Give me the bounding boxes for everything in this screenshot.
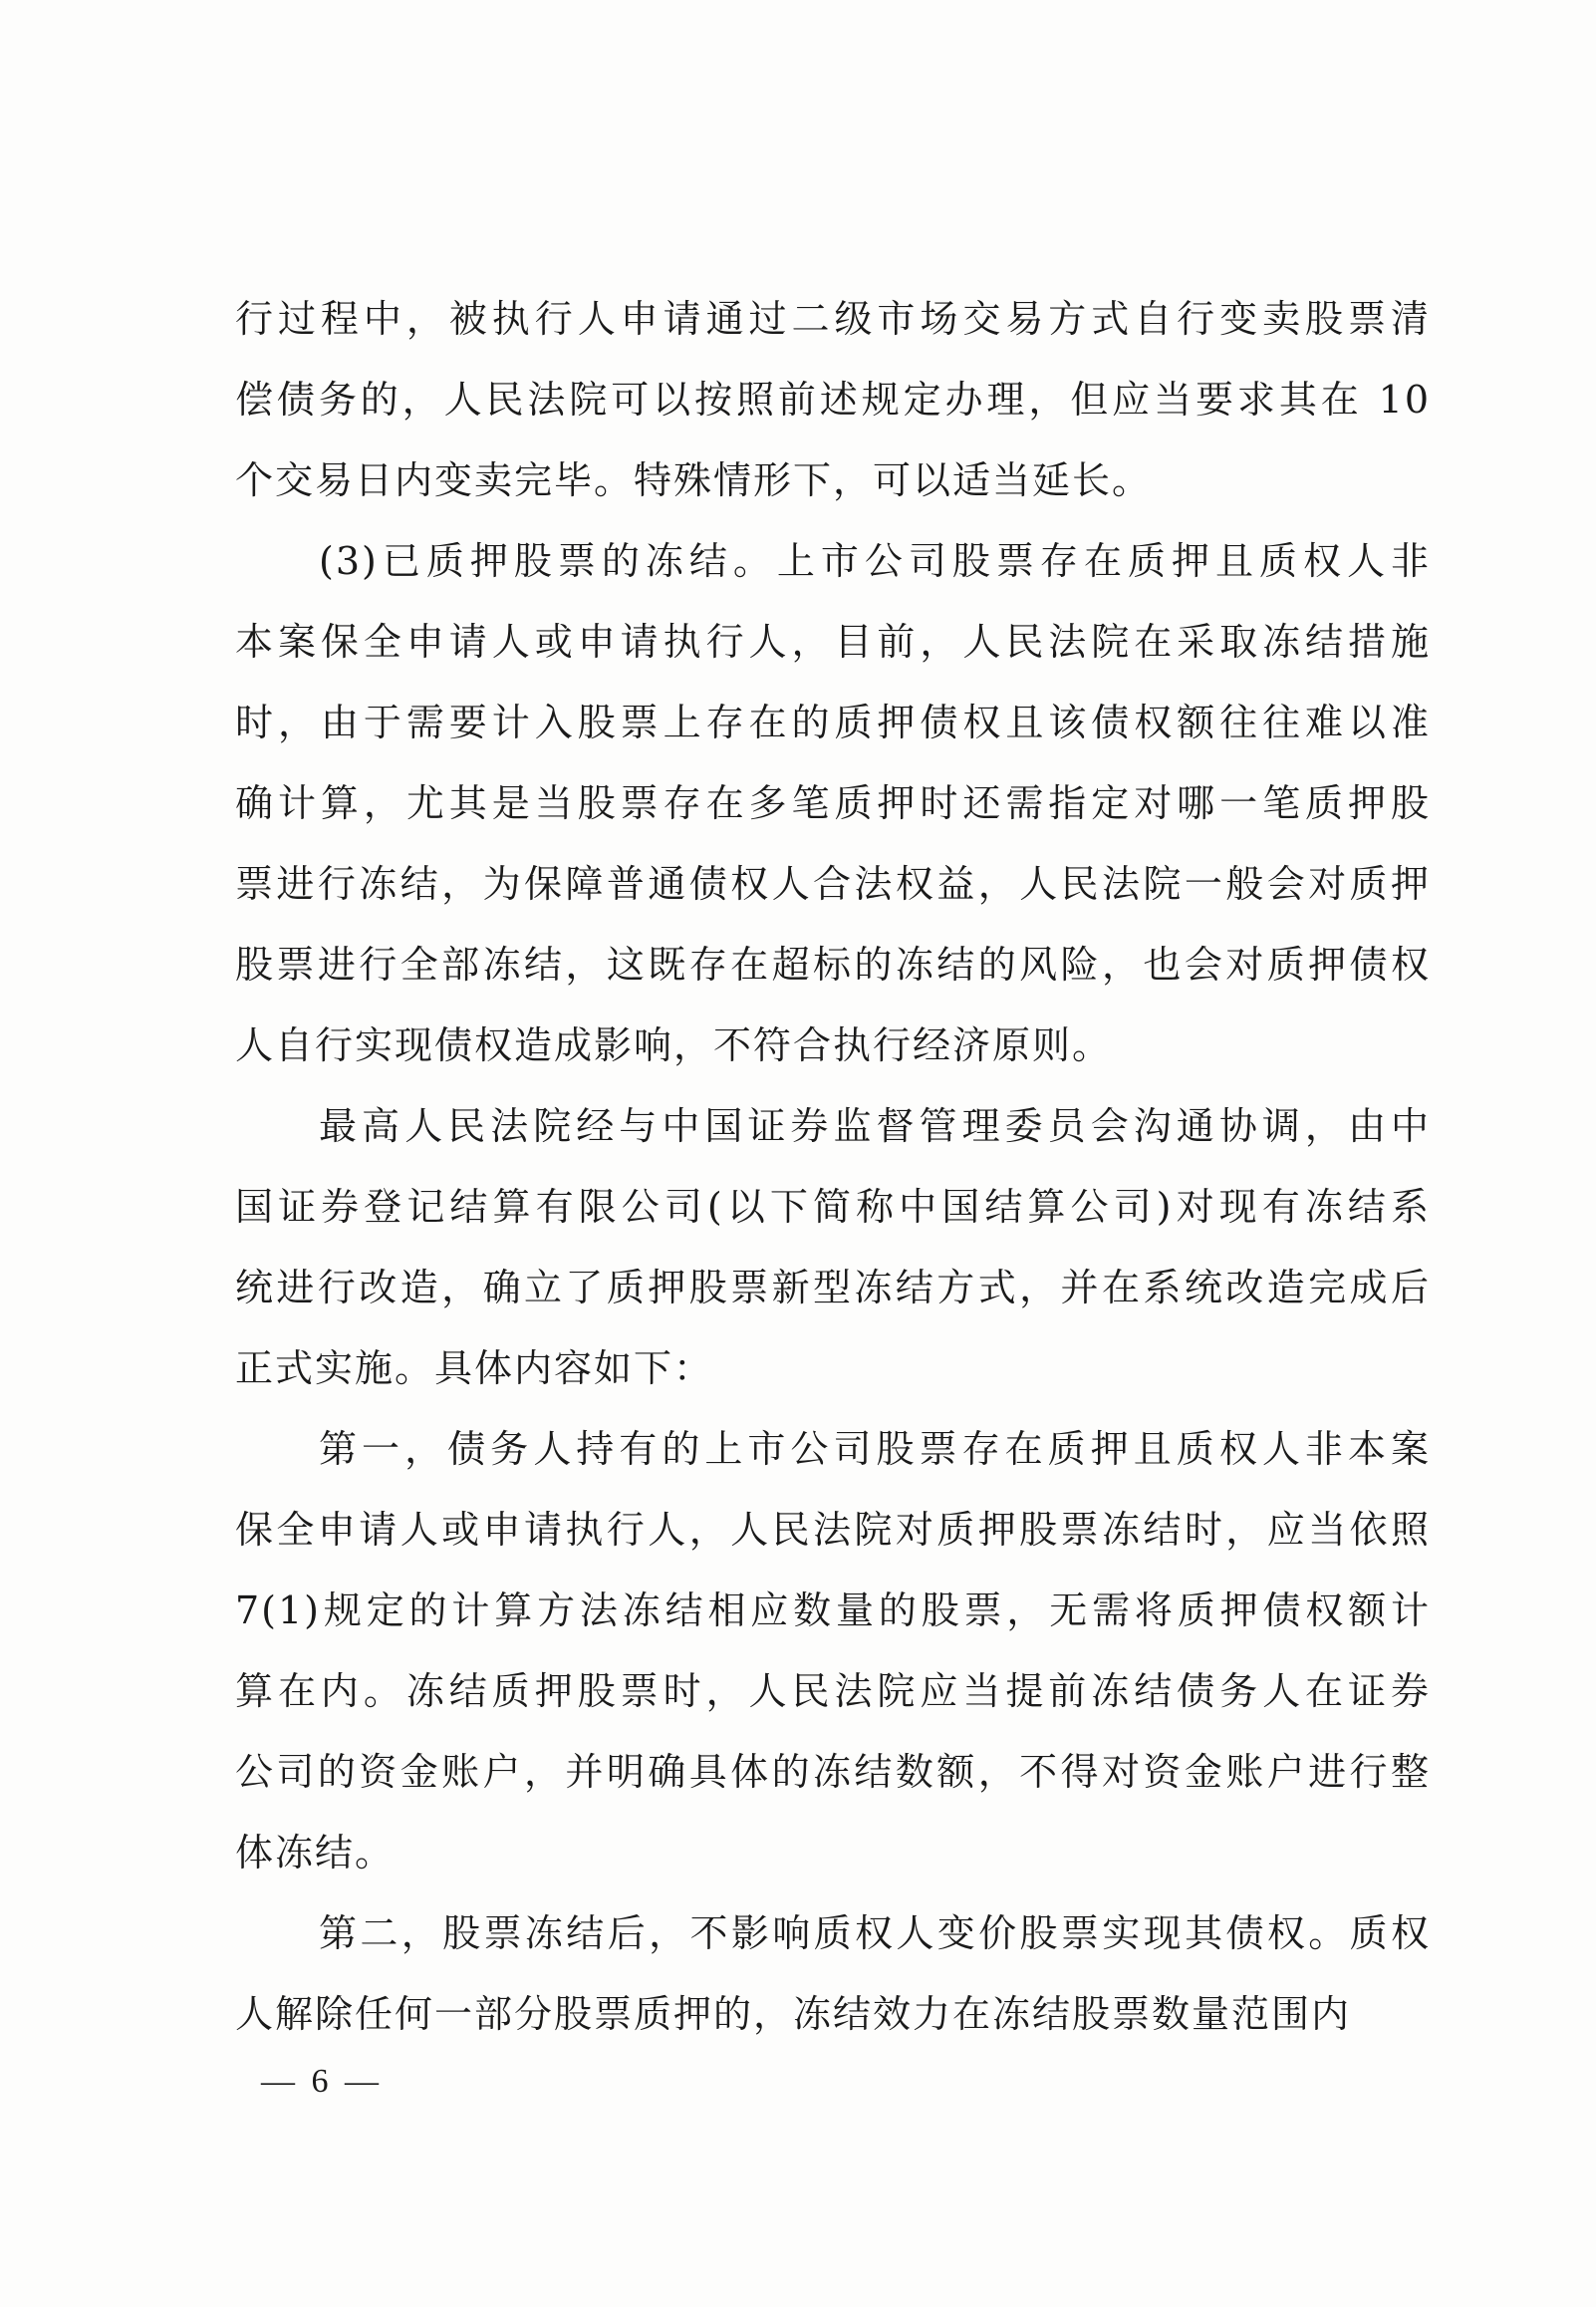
text-line: 体冻结。: [235, 1831, 396, 1874]
text-line: 公司的资金账户，并明确具体的冻结数额，不得对资金账户进行整: [235, 1750, 1431, 1794]
text-line: (3)已质押股票的冻结。上市公司股票存在质押且质权人非: [319, 539, 1431, 583]
text-line: 第二，股票冻结后，不影响质权人变价股票实现其债权。质权: [319, 1911, 1431, 1955]
text-line: 人解除任何一部分股票质押的，冻结效力在冻结股票数量范围内: [235, 1992, 1352, 2036]
page-number: — 6 —: [261, 2063, 383, 2100]
text-line: 统进行改造，确立了质押股票新型冻结方式，并在系统改造完成后: [235, 1266, 1431, 1309]
text-line: 最高人民法院经与中国证券监督管理委员会沟通协调，由中: [319, 1104, 1431, 1148]
text-line: 国证券登记结算有限公司(以下简称中国结算公司)对现有冻结系: [235, 1185, 1431, 1229]
text-line: 人自行实现债权造成影响，不符合执行经济原则。: [235, 1023, 1113, 1067]
text-line: 第一，债务人持有的上市公司股票存在质押且质权人非本案: [319, 1427, 1431, 1471]
text-line: 个交易日内变卖完毕。特殊情形下，可以适当延长。: [235, 458, 1153, 502]
text-line: 偿债务的，人民法院可以按照前述规定办理，但应当要求其在 10: [235, 378, 1431, 422]
text-line: 正式实施。具体内容如下：: [235, 1346, 714, 1390]
text-line: 时，由于需要计入股票上存在的质押债权且该债权额往往难以准: [235, 701, 1431, 744]
text-line: 7(1)规定的计算方法冻结相应数量的股票，无需将质押债权额计: [235, 1588, 1431, 1632]
text-line: 算在内。冻结质押股票时，人民法院应当提前冻结债务人在证券: [235, 1669, 1431, 1713]
text-line: 确计算，尤其是当股票存在多笔质押时还需指定对哪一笔质押股: [235, 781, 1431, 825]
text-line: 本案保全申请人或申请执行人，目前，人民法院在采取冻结措施: [235, 620, 1431, 664]
text-line: 行过程中，被执行人申请通过二级市场交易方式自行变卖股票清: [235, 297, 1431, 341]
text-line: 票进行冻结，为保障普通债权人合法权益，人民法院一般会对质押: [235, 862, 1431, 906]
text-line: 保全申请人或申请执行人，人民法院对质押股票冻结时，应当依照: [235, 1508, 1431, 1552]
body-text: [235, 279, 1431, 2055]
text-line: 股票进行全部冻结，这既存在超标的冻结的风险，也会对质押债权: [235, 943, 1431, 987]
